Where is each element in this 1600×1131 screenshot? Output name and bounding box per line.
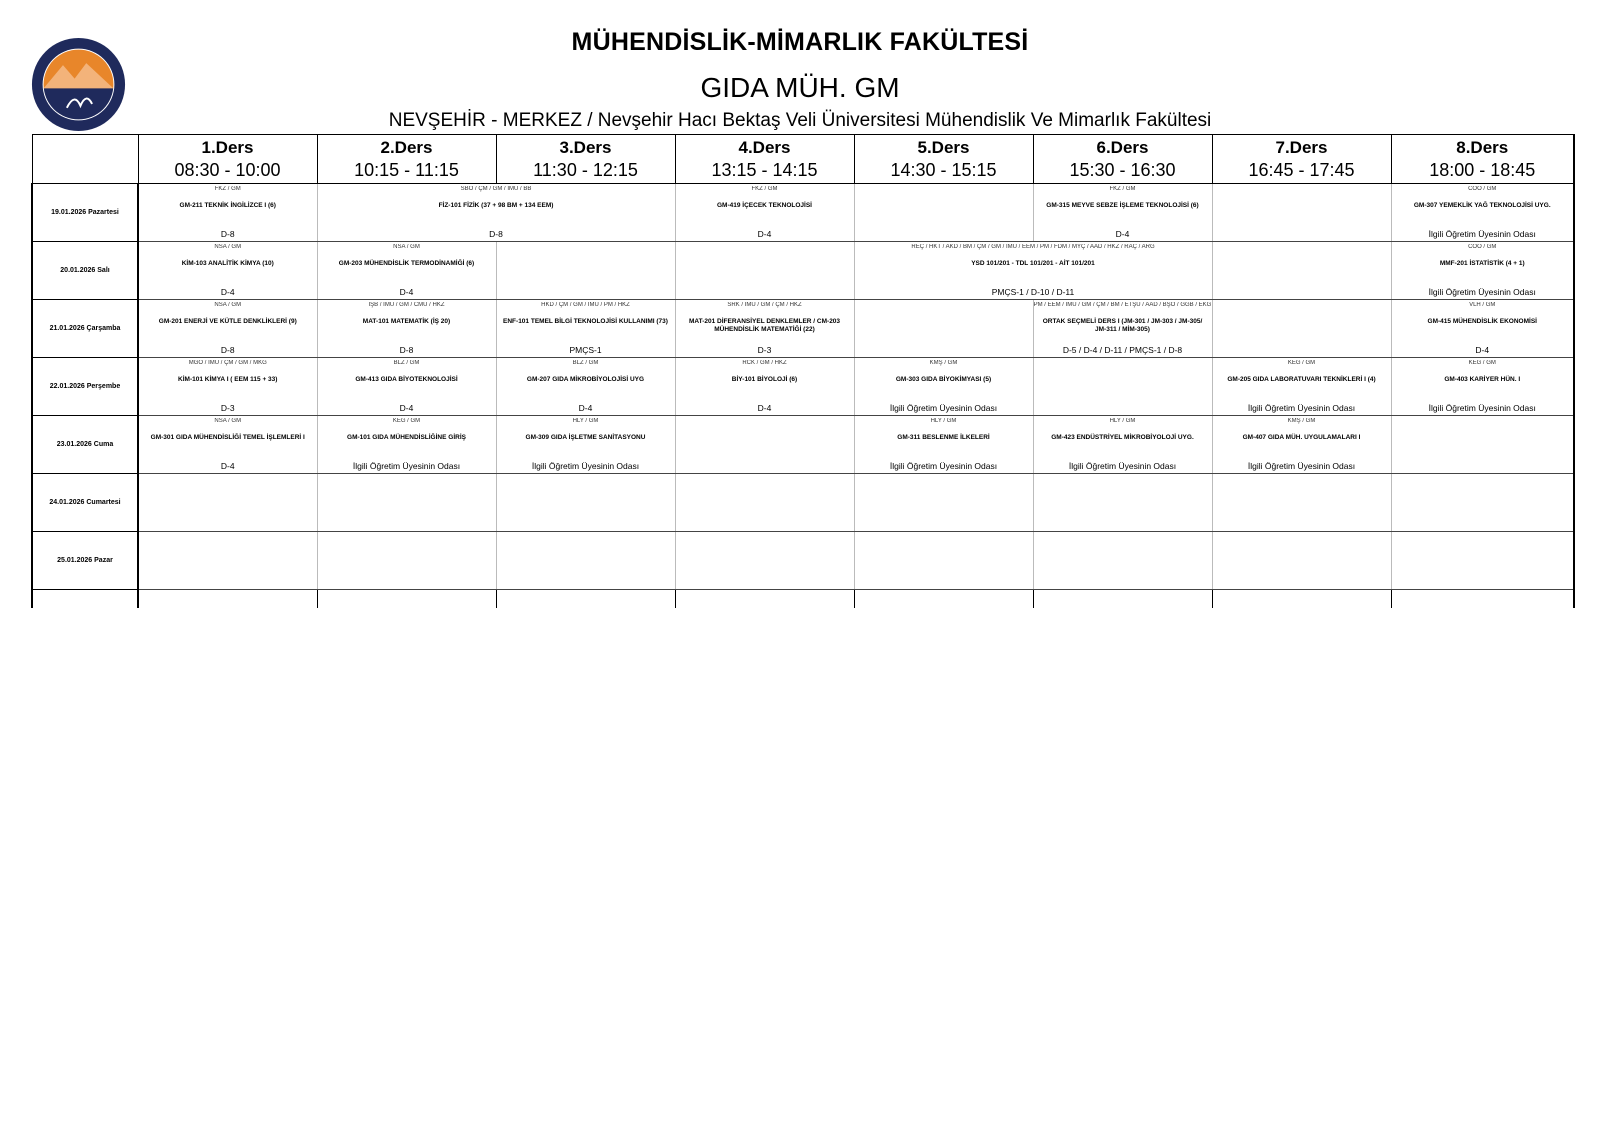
course-cell bbox=[317, 358, 496, 416]
empty-cell bbox=[854, 474, 1033, 532]
day-date: 19.01.2026 Pazartesi bbox=[32, 184, 138, 242]
period-label: 1.Ders bbox=[201, 138, 254, 157]
course-cell bbox=[1033, 416, 1212, 474]
room-label: D-4 bbox=[399, 403, 414, 413]
course-title: GM-201 ENERJİ VE KÜTLE DENKLİKLERİ (9) bbox=[158, 318, 297, 325]
period-header bbox=[1391, 135, 1574, 184]
period-label: 7.Ders bbox=[1275, 138, 1328, 157]
course-code: RCK / GM / HKZ bbox=[742, 360, 787, 366]
empty-cell bbox=[1212, 242, 1391, 300]
room-label: D-4 bbox=[1475, 345, 1490, 355]
location-subtitle: NEVŞEHİR - MERKEZ / Nevşehir Hacı Bektaş Veli Üniversitesi Mühendislik Ve Mimarlık Fakültesi bbox=[388, 110, 1212, 131]
course-cell bbox=[138, 184, 317, 242]
course-title: GM-301 GIDA MÜHENDİSLİĞİ TEMEL İŞLEMLERİ I bbox=[150, 434, 305, 441]
empty-cell bbox=[675, 590, 854, 608]
course-title: ENF-101 TEMEL BİLGİ TEKNOLOJİSİ KULLANIMI (73) bbox=[503, 318, 668, 325]
empty-cell bbox=[675, 474, 854, 532]
period-label: 3.Ders bbox=[559, 138, 612, 157]
room-label: D-4 bbox=[1115, 229, 1130, 239]
room-label: D-4 bbox=[578, 403, 593, 413]
day-date: 21.01.2026 Çarşamba bbox=[32, 300, 138, 358]
room-label: PMÇS-1 bbox=[569, 345, 602, 355]
course-title: MMF-201 İSTATİSTİK (4 + 1) bbox=[1439, 260, 1525, 267]
room-label: D-3 bbox=[757, 345, 772, 355]
course-title: BİY-101 BİYOLOJİ (6) bbox=[731, 376, 798, 383]
course-code: BLZ / GM bbox=[572, 360, 599, 366]
course-title: GM-207 GIDA MİKROBİYOLOJİSİ UYG bbox=[526, 376, 645, 383]
course-title: GM-315 MEYVE SEBZE İŞLEME TEKNOLOJİSİ (6) bbox=[1046, 202, 1199, 209]
room-label: İlgili Öğretim Üyesinin Odası bbox=[889, 461, 998, 471]
course-cell bbox=[496, 358, 675, 416]
room-label: İlgili Öğretim Üyesinin Odası bbox=[352, 461, 461, 471]
course-title: GM-307 YEMEKLİK YAĞ TEKNOLOJİSİ UYG. bbox=[1413, 202, 1551, 209]
course-cell bbox=[1212, 358, 1391, 416]
course-code: FKZ / GM bbox=[751, 186, 778, 192]
course-cell bbox=[138, 358, 317, 416]
period-time: 13:15 - 14:15 bbox=[711, 160, 818, 180]
course-cell bbox=[496, 416, 675, 474]
room-label: D-8 bbox=[489, 229, 503, 239]
empty-cell bbox=[496, 242, 675, 300]
course-cell bbox=[138, 242, 317, 300]
course-title: GM-203 MÜHENDİSLİK TERMODİNAMİĞİ (6) bbox=[338, 260, 475, 267]
room-label: İlgili Öğretim Üyesinin Odası bbox=[1247, 461, 1356, 471]
course-cell bbox=[317, 184, 675, 242]
course-title: GM-423 ENDÜSTRİYEL MİKROBİYOLOJİ UYG. bbox=[1051, 434, 1194, 441]
room-label: İlgili Öğretim Üyesinin Odası bbox=[1428, 287, 1536, 297]
empty-cell bbox=[496, 590, 675, 608]
room-label: İlgili Öğretim Üyesinin Odası bbox=[1247, 403, 1356, 413]
period-label: 6.Ders bbox=[1096, 138, 1149, 157]
course-code: NSA / GM bbox=[393, 244, 420, 250]
empty-cell bbox=[138, 474, 317, 532]
course-code: NSA / GM bbox=[214, 302, 242, 308]
room-label: D-4 bbox=[399, 287, 414, 297]
course-cell bbox=[317, 242, 496, 300]
room-label: D-3 bbox=[220, 403, 235, 413]
period-header bbox=[1212, 135, 1391, 184]
faculty-title: MÜHENDİSLİK-MİMARLIK FAKÜLTESİ bbox=[571, 28, 1029, 56]
course-code: SBÖ / ÇM / GM / İMU / BB bbox=[460, 186, 532, 192]
empty-cell bbox=[675, 532, 854, 590]
empty-cell bbox=[1212, 532, 1391, 590]
course-title: GM-309 GIDA İŞLETME SANİTASYONU bbox=[525, 434, 646, 441]
empty-cell bbox=[675, 242, 854, 300]
day-row bbox=[32, 300, 1574, 358]
course-code: NSA / GM bbox=[214, 418, 242, 424]
empty-cell bbox=[138, 532, 317, 590]
course-title: GM-415 MÜHENDİSLİK EKONOMİSİ bbox=[1427, 318, 1537, 325]
empty-cell bbox=[138, 590, 317, 608]
day-row bbox=[32, 532, 1574, 590]
course-title: GM-419 İÇECEK TEKNOLOJİSİ bbox=[717, 202, 812, 209]
period-time: 08:30 - 10:00 bbox=[174, 160, 281, 180]
day-row bbox=[32, 474, 1574, 532]
course-code: SRK / İMU / GM / ÇM / HKZ bbox=[727, 302, 802, 308]
period-header bbox=[496, 135, 675, 184]
course-title: KİM-101 KİMYA I ( EEM 115 + 33) bbox=[178, 376, 278, 383]
empty-cell bbox=[496, 474, 675, 532]
empty-cell bbox=[1212, 474, 1391, 532]
course-code: FKZ / GM bbox=[214, 186, 241, 192]
course-cell bbox=[317, 300, 496, 358]
course-cell bbox=[496, 300, 675, 358]
empty-cell bbox=[1391, 474, 1574, 532]
period-header bbox=[854, 135, 1033, 184]
course-code: KEG / GM bbox=[1468, 360, 1496, 366]
exam-schedule-table bbox=[31, 134, 1575, 608]
course-title: GM-205 GIDA LABORATUVARI TEKNİKLERİ I (4) bbox=[1227, 376, 1376, 383]
empty-cell bbox=[675, 416, 854, 474]
course-cell bbox=[675, 300, 854, 358]
room-label: İlgili Öğretim Üyesinin Odası bbox=[531, 461, 640, 471]
course-title: YSD 101/201 - TDL 101/201 - AİT 101/201 bbox=[971, 260, 1095, 267]
empty-cell bbox=[1033, 590, 1212, 608]
course-cell bbox=[138, 300, 317, 358]
course-code: COÖ / GM bbox=[1468, 244, 1497, 250]
room-label: D-4 bbox=[220, 461, 235, 471]
room-label: İlgili Öğretim Üyesinin Odası bbox=[889, 403, 998, 413]
course-code: HKD / ÇM / GM / İMU / PM / HKZ bbox=[541, 302, 630, 308]
course-cell bbox=[1391, 358, 1574, 416]
empty-cell bbox=[1033, 474, 1212, 532]
room-label: İlgili Öğretim Üyesinin Odası bbox=[1068, 461, 1177, 471]
period-header bbox=[675, 135, 854, 184]
period-label: 8.Ders bbox=[1456, 138, 1509, 157]
empty-cell bbox=[1212, 590, 1391, 608]
course-code: MGÖ / İMU / ÇM / GM / MKG bbox=[188, 360, 267, 366]
course-code: COÖ / GM bbox=[1468, 186, 1497, 192]
course-title: GM-403 KARİYER HÜN. I bbox=[1444, 376, 1521, 383]
empty-cell bbox=[1391, 590, 1574, 608]
corner-cell bbox=[32, 135, 138, 184]
course-code: KMŞ / GM bbox=[1287, 418, 1316, 424]
day-date: 24.01.2026 Cumartesi bbox=[32, 474, 138, 532]
course-title: KİM-103 ANALİTİK KİMYA (10) bbox=[181, 260, 274, 267]
course-code: BLZ / GM bbox=[393, 360, 420, 366]
course-cell bbox=[317, 416, 496, 474]
empty-cell bbox=[317, 532, 496, 590]
course-cell bbox=[675, 358, 854, 416]
course-code: PM / EEM / İMU / GM / ÇM / BM / ETŞU / AAD / BŞÖ / GGB / EKG bbox=[1033, 302, 1212, 308]
room-label: İlgili Öğretim Üyesinin Odası bbox=[1428, 229, 1536, 239]
period-label: 5.Ders bbox=[917, 138, 970, 157]
course-code: KEG / GM bbox=[1287, 360, 1316, 366]
period-label: 4.Ders bbox=[738, 138, 791, 157]
empty-cell bbox=[1212, 184, 1391, 242]
course-code: REÇ / HKT / AKD / BM / ÇM / GM / İMU / EEM / PM / FDM / MYÇ / AAD / HKZ / RAÇ / ARG bbox=[911, 244, 1155, 250]
course-code: HLY / GM bbox=[930, 418, 957, 424]
empty-cell bbox=[1033, 532, 1212, 590]
empty-cell bbox=[854, 184, 1033, 242]
period-time: 11:30 - 12:15 bbox=[533, 160, 638, 180]
course-cell bbox=[675, 184, 854, 242]
day-row bbox=[32, 184, 1574, 242]
room-label: D-8 bbox=[220, 345, 235, 355]
course-title: GM-407 GIDA MÜH. UYGULAMALARI I bbox=[1242, 434, 1361, 441]
course-title: GM-101 GIDA MÜHENDİSLİĞİNE GİRİŞ bbox=[347, 434, 466, 441]
period-time: 15:30 - 16:30 bbox=[1069, 160, 1176, 180]
period-time: 10:15 - 11:15 bbox=[354, 160, 459, 180]
course-cell bbox=[1391, 184, 1574, 242]
room-label: PMÇS-1 / D-10 / D-11 bbox=[991, 287, 1075, 297]
empty-cell bbox=[854, 532, 1033, 590]
course-code: NSA / GM bbox=[214, 244, 242, 250]
course-cell bbox=[138, 416, 317, 474]
course-cell bbox=[1212, 416, 1391, 474]
empty-cell bbox=[317, 474, 496, 532]
room-label: D-4 bbox=[757, 229, 772, 239]
empty-cell bbox=[1391, 416, 1574, 474]
period-time: 16:45 - 17:45 bbox=[1248, 160, 1355, 180]
room-label: D-4 bbox=[220, 287, 235, 297]
course-title: GM-211 TEKNİK İNGİLİZCE I (6) bbox=[179, 202, 276, 209]
course-title: ORTAK SEÇMELİ DERS I (JM-301 / JM-303 / JM-305/ JM-311 / MİM-305) bbox=[1042, 318, 1203, 333]
course-code: İŞB / İMU / GM / CMU / HKZ bbox=[368, 302, 445, 308]
day-row bbox=[32, 242, 1574, 300]
course-cell bbox=[1391, 242, 1574, 300]
room-label: D-8 bbox=[399, 345, 414, 355]
course-cell bbox=[854, 358, 1033, 416]
room-label: İlgili Öğretim Üyesinin Odası bbox=[1428, 403, 1536, 413]
course-cell bbox=[1033, 300, 1212, 358]
course-cell bbox=[854, 416, 1033, 474]
course-code: KMŞ / GM bbox=[929, 360, 958, 366]
empty-cell bbox=[1033, 358, 1212, 416]
course-cell bbox=[854, 242, 1212, 300]
course-title: MAT-201 DİFERANSİYEL DENKLEMLER / CM-203 MÜHENDİSLİK MATEMATİĞİ (22) bbox=[688, 318, 841, 333]
empty-cell bbox=[1212, 300, 1391, 358]
day-date: 22.01.2026 Perşembe bbox=[32, 358, 138, 416]
course-title: MAT-101 MATEMATİK (İŞ 20) bbox=[362, 318, 451, 325]
empty-cell bbox=[496, 532, 675, 590]
course-cell bbox=[1391, 300, 1574, 358]
period-time: 18:00 - 18:45 bbox=[1429, 160, 1536, 180]
course-code: KEG / GM bbox=[392, 418, 421, 424]
course-code: VLH / GM bbox=[1469, 302, 1496, 308]
day-row bbox=[32, 416, 1574, 474]
period-header bbox=[317, 135, 496, 184]
empty-cell bbox=[32, 590, 138, 608]
trailing-row bbox=[32, 590, 1574, 608]
course-code: HLY / GM bbox=[572, 418, 599, 424]
empty-cell bbox=[317, 590, 496, 608]
period-time: 14:30 - 15:15 bbox=[890, 160, 997, 180]
day-date: 25.01.2026 Pazar bbox=[32, 532, 138, 590]
period-header bbox=[1033, 135, 1212, 184]
day-date: 23.01.2026 Cuma bbox=[32, 416, 138, 474]
course-title: GM-303 GIDA BİYOKİMYASI (5) bbox=[895, 376, 992, 383]
course-title: FİZ-101 FİZİK (37 + 98 BM + 134 EEM) bbox=[438, 202, 554, 209]
room-label: D-4 bbox=[757, 403, 772, 413]
department-title: GIDA MÜH. GM bbox=[700, 72, 900, 103]
course-code: HLY / GM bbox=[1109, 418, 1136, 424]
course-title: GM-311 BESLENME İLKELERİ bbox=[897, 434, 990, 441]
day-row bbox=[32, 358, 1574, 416]
empty-cell bbox=[854, 300, 1033, 358]
course-title: GM-413 GIDA BİYOTEKNOLOJİSİ bbox=[355, 376, 458, 383]
course-cell bbox=[1033, 184, 1212, 242]
room-label: D-5 / D-4 / D-11 / PMÇS-1 / D-8 bbox=[1062, 345, 1183, 355]
day-date: 20.01.2026 Salı bbox=[32, 242, 138, 300]
empty-cell bbox=[854, 590, 1033, 608]
empty-cell bbox=[1391, 532, 1574, 590]
course-code: FKZ / GM bbox=[1109, 186, 1136, 192]
period-label: 2.Ders bbox=[380, 138, 433, 157]
header-row bbox=[32, 135, 1574, 184]
period-header bbox=[138, 135, 317, 184]
room-label: D-8 bbox=[220, 229, 235, 239]
